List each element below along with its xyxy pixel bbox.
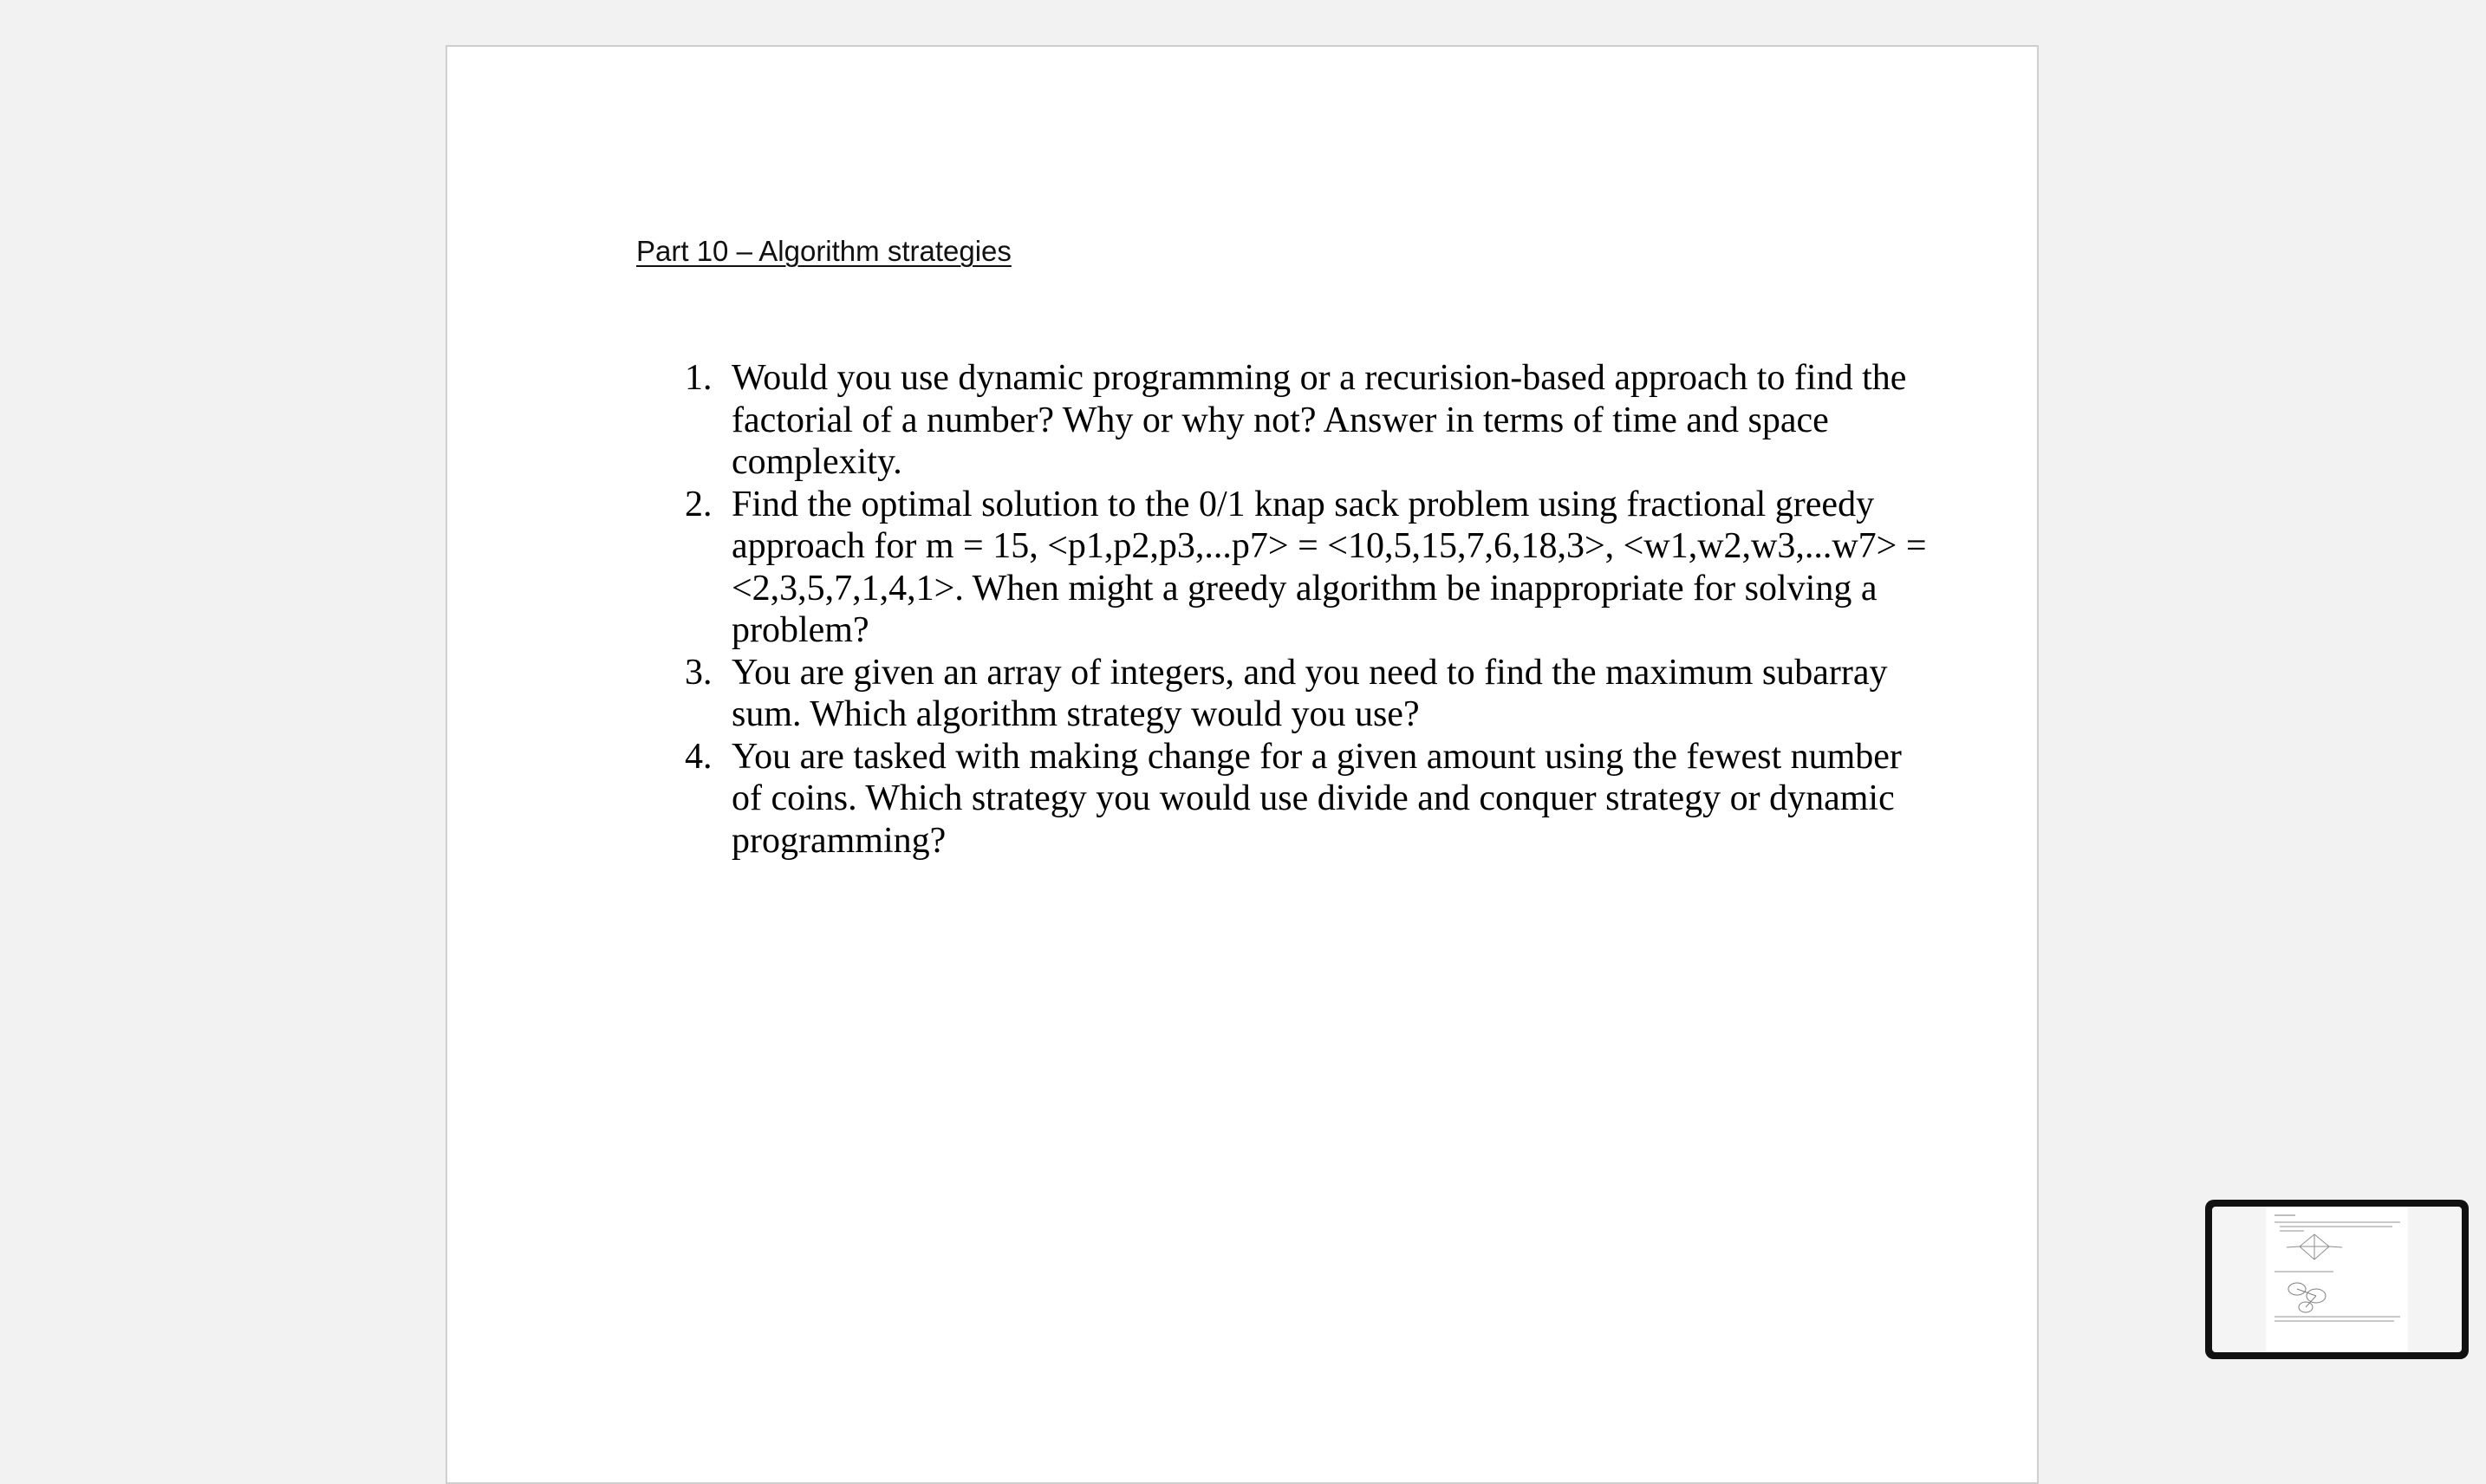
question-item-2	[685, 484, 1933, 652]
question-item-1	[685, 357, 1933, 484]
preview-canvas	[2212, 1207, 2462, 1352]
question-number: 1.	[685, 358, 713, 398]
question-item-3	[685, 652, 1933, 736]
question-text: You are tasked with making change for a given amount using the fewest number of coins. Which strategy you would use divide and conquer strategy or dynamic programming?	[732, 736, 1902, 861]
question-text: Find the optimal solution to the 0/1 knap sack problem using fractional greedy approach for m = 15, <p1,p2,p3,...p7> = <10,5,15,7,6,18,3>, <w1,w2,w3,...w7> = <2,3,5,7,1,4,1>. When might a greedy algorithm be inappropriate for solving a problem?	[732, 484, 1927, 650]
section-heading: Part 10 – Algorithm strategies	[636, 235, 1012, 267]
document-page	[446, 45, 2039, 1484]
page-preview-thumbnail[interactable]	[2205, 1200, 2469, 1359]
question-text: Would you use dynamic programming or a recurision-based approach to find the factorial of a number? Why or why not? Answer in terms of time and space complexity.	[732, 358, 1907, 482]
question-number: 4.	[685, 736, 713, 777]
preview-page	[2266, 1207, 2408, 1352]
question-text: You are given an array of integers, and you need to find the maximum subarray sum. Which algorithm strategy would you use?	[732, 652, 1888, 734]
question-number: 2.	[685, 484, 713, 524]
question-item-4	[685, 736, 1933, 862]
question-list	[685, 357, 1933, 862]
question-number: 3.	[685, 652, 713, 693]
preview-page-content	[2266, 1207, 2408, 1352]
